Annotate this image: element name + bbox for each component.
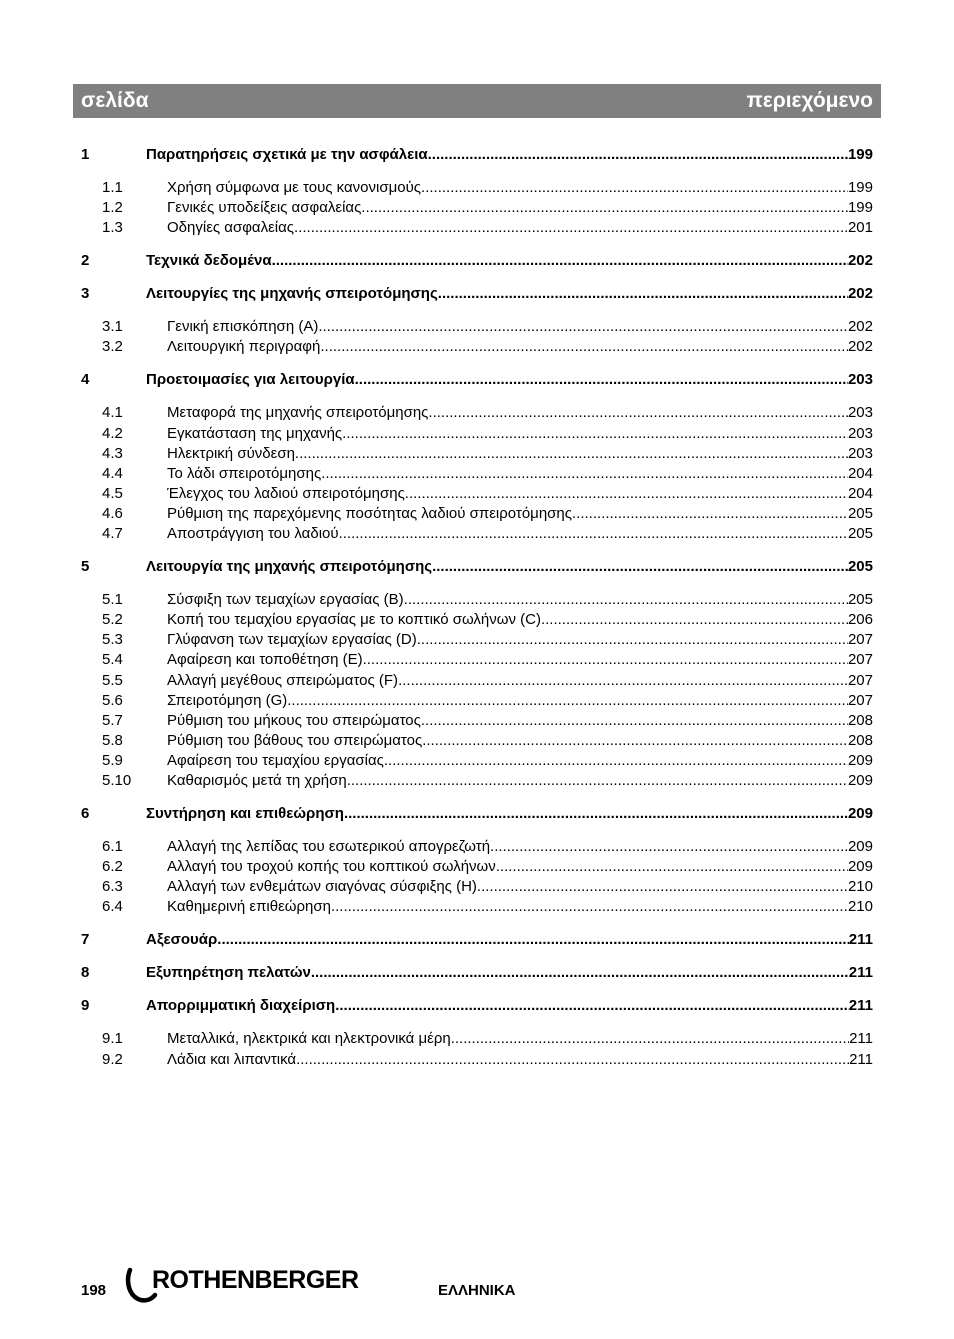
toc-entry-number: 4.4 [102, 464, 123, 482]
toc-entry-page: 211 [848, 931, 873, 949]
toc-entry-number: 9.1 [102, 1030, 123, 1048]
toc-entry-title: Ρύθμιση της παρεχόμενης ποσότητας λαδιού σπειροτόμησης [167, 504, 572, 522]
header-left-label: σελίδα [81, 89, 149, 112]
toc-entry-page: 203 [847, 444, 873, 462]
toc-entry-number: 5.5 [102, 671, 123, 689]
toc-entry-number: 4 [81, 371, 90, 389]
toc-section-row[interactable] [81, 630, 873, 650]
toc-dot-leader [417, 630, 848, 650]
toc-entry-title: Λειτουργική περιγραφή [167, 338, 321, 356]
toc-entry-page: 209 [847, 858, 873, 876]
toc-entry-number: 5.2 [102, 611, 123, 629]
toc-dot-leader [438, 284, 848, 304]
toc-section-row[interactable] [81, 218, 873, 238]
toc-section-row[interactable] [81, 837, 873, 857]
toc-dot-leader [541, 610, 848, 630]
toc-section-row[interactable] [81, 897, 873, 917]
toc-entry-page: 199 [847, 146, 873, 163]
toc-section-row[interactable] [81, 337, 873, 357]
toc-entry-title: Λειτουργία της μηχανής σπειροτόμησης [146, 558, 433, 576]
toc-section-row[interactable] [81, 178, 873, 198]
toc-entry-number: 5.4 [102, 651, 123, 669]
toc-entry-title: Καθαρισμός μετά τη χρήση [167, 771, 347, 789]
toc-section-row[interactable] [81, 751, 873, 771]
toc-entry-title: Οδηγίες ασφαλείας [167, 219, 295, 237]
toc-entry-title: Λάδια και λιπαντικά [167, 1050, 297, 1068]
toc-entry-number: 5.10 [102, 771, 132, 789]
table-of-contents [81, 145, 873, 1083]
toc-entry-title: Σπειροτόμηση (G) [167, 691, 288, 709]
toc-dot-leader [331, 897, 848, 917]
toc-entry-page: 207 [847, 631, 873, 649]
toc-section-row[interactable] [81, 857, 873, 877]
toc-entry-page: 205 [847, 525, 873, 543]
toc-chapter-row[interactable] [81, 284, 873, 304]
toc-dot-leader [295, 444, 848, 464]
toc-entry-number: 5 [81, 558, 90, 576]
toc-dot-leader [217, 930, 849, 950]
toc-entry-page: 211 [848, 997, 873, 1015]
toc-section-row[interactable] [81, 1050, 873, 1070]
toc-entry-number: 4.3 [102, 444, 123, 462]
toc-entry-number: 1.2 [102, 199, 123, 217]
toc-entry-number: 1.1 [102, 179, 123, 196]
toc-entry-title: Καθημερινή επιθεώρηση [167, 898, 331, 916]
toc-chapter-row[interactable] [81, 963, 873, 983]
toc-entry-page: 209 [847, 805, 873, 823]
toc-entry-title: Ρύθμιση του μήκους του σπειρώματος [167, 711, 421, 729]
toc-entry-title: Αποστράγγιση του λαδιού [167, 525, 339, 543]
toc-entry-number: 1.3 [102, 219, 123, 237]
toc-entry-page: 202 [847, 285, 873, 303]
toc-entry-title: Γλύφανση των τεμαχίων εργασίας (D) [167, 631, 417, 649]
toc-dot-leader [296, 1050, 849, 1070]
toc-chapter-row[interactable] [81, 370, 873, 390]
toc-entry-page: 210 [847, 898, 873, 916]
toc-entry-number: 7 [81, 931, 90, 949]
toc-dot-leader [477, 877, 848, 897]
toc-entry-number: 4.7 [102, 525, 123, 543]
toc-entry-page: 204 [847, 484, 873, 502]
brand-name: ROTHENBERGER [152, 1266, 359, 1294]
toc-entry-number: 4.1 [102, 404, 123, 422]
toc-section-row[interactable] [81, 610, 873, 630]
toc-entry-number: 5.1 [102, 591, 123, 609]
toc-entry-page: 204 [847, 464, 873, 482]
brand-logo [124, 1266, 360, 1306]
toc-dot-leader [342, 424, 848, 444]
toc-entry-number: 5.9 [102, 751, 123, 769]
toc-dot-leader [311, 963, 849, 983]
toc-dot-leader [451, 1029, 849, 1049]
toc-dot-leader [339, 524, 848, 544]
toc-entry-title: Χρήση σύμφωνα με τους κανονισμούς [167, 179, 422, 196]
toc-entry-page: 209 [847, 751, 873, 769]
toc-entry-page: 210 [847, 878, 873, 896]
toc-dot-leader [321, 464, 848, 484]
toc-entry-page: 202 [847, 338, 873, 356]
toc-entry-number: 5.6 [102, 691, 123, 709]
toc-dot-leader [432, 557, 848, 577]
toc-entry-title: Εγκατάσταση της μηχανής [167, 424, 343, 442]
toc-section-row[interactable] [81, 671, 873, 691]
toc-dot-leader [272, 251, 848, 271]
toc-entry-number: 6 [81, 805, 90, 823]
toc-chapter-row[interactable] [81, 996, 873, 1016]
toc-section-row[interactable] [81, 1029, 873, 1049]
toc-section-row[interactable] [81, 317, 873, 337]
toc-entry-page: 199 [847, 179, 873, 196]
toc-entry-title: Σύσφιξη των τεμαχίων εργασίας (B) [167, 591, 404, 609]
toc-section-row[interactable] [81, 444, 873, 464]
toc-entry-number: 2 [81, 252, 90, 270]
toc-entry-page: 205 [847, 591, 873, 609]
toc-section-row[interactable] [81, 650, 873, 670]
toc-dot-leader [421, 711, 848, 731]
toc-entry-title: Αλλαγή του τροχού κοπής του κοπτικού σωλήνων [167, 858, 496, 876]
toc-entry-title: Λειτουργίες της μηχανής σπειροτόμησης [146, 285, 438, 303]
toc-section-row[interactable] [81, 711, 873, 731]
toc-dot-leader [384, 751, 848, 771]
toc-entry-number: 6.2 [102, 858, 123, 876]
toc-entry-title: Εξυπηρέτηση πελατών [146, 964, 311, 982]
toc-entry-title: Συντήρηση και επιθεώρηση [146, 805, 344, 823]
header-right-label: περιεχόμενο [746, 89, 873, 112]
toc-entry-number: 6.3 [102, 878, 123, 896]
toc-entry-number: 9.2 [102, 1050, 123, 1068]
toc-entry-title: Απορριμματική διαχείριση [146, 997, 336, 1015]
toc-entry-title: Αξεσουάρ [146, 931, 218, 949]
toc-dot-leader [361, 198, 848, 218]
toc-chapter-row[interactable] [81, 804, 873, 824]
toc-entry-page: 208 [847, 731, 873, 749]
toc-entry-page: 208 [847, 711, 873, 729]
toc-dot-leader [421, 178, 848, 198]
page-number: 198 [81, 1282, 107, 1299]
toc-header-bar [73, 84, 881, 118]
toc-entry-page: 201 [847, 219, 873, 237]
toc-entry-page: 211 [848, 964, 873, 982]
toc-dot-leader [335, 996, 849, 1016]
toc-dot-leader [398, 671, 848, 691]
toc-chapter-row[interactable] [81, 145, 873, 165]
toc-section-row[interactable] [81, 464, 873, 484]
toc-entry-page: 209 [847, 771, 873, 789]
toc-entry-title: Κοπή του τεμαχίου εργασίας με το κοπτικό σωλήνων (C) [167, 611, 541, 629]
toc-entry-page: 202 [847, 252, 873, 270]
toc-entry-page: 205 [847, 558, 873, 576]
toc-entry-number: 8 [81, 964, 90, 982]
toc-entry-page: 209 [847, 838, 873, 856]
toc-entry-title: Τεχνικά δεδομένα [146, 252, 272, 270]
toc-entry-title: Έλεγχος του λαδιού σπειροτόμησης [167, 484, 405, 502]
toc-dot-leader [363, 650, 848, 670]
toc-entry-title: Γενική επισκόπηση (A) [167, 318, 319, 336]
toc-entry-title: Παρατηρήσεις σχετικά με την ασφάλεια [146, 146, 428, 163]
toc-entry-page: 205 [847, 504, 873, 522]
toc-entry-number: 4.2 [102, 424, 123, 442]
toc-entry-page: 203 [847, 424, 873, 442]
toc-entry-title: Μεταλλικά, ηλεκτρικά και ηλεκτρονικά μέρη [167, 1030, 451, 1048]
toc-dot-leader [428, 145, 848, 165]
toc-entry-page: 207 [847, 651, 873, 669]
toc-chapter-row[interactable] [81, 557, 873, 577]
toc-section-row[interactable] [81, 731, 873, 751]
toc-entry-number: 4.6 [102, 504, 123, 522]
toc-section-row[interactable] [81, 484, 873, 504]
toc-entry-title: Αλλαγή των ενθεμάτων σιαγόνας σύσφιξης (H) [167, 878, 477, 896]
toc-section-row[interactable] [81, 771, 873, 791]
toc-entry-title: Το λάδι σπειροτόμησης [167, 464, 322, 482]
toc-entry-page: 202 [847, 318, 873, 336]
toc-dot-leader [572, 504, 848, 524]
toc-dot-leader [347, 771, 848, 791]
toc-entry-number: 3 [81, 285, 90, 303]
toc-entry-title: Ρύθμιση του βάθους του σπειρώματος [167, 731, 423, 749]
toc-dot-leader [404, 590, 848, 610]
toc-section-row[interactable] [81, 424, 873, 444]
toc-entry-page: 207 [847, 691, 873, 709]
toc-entry-page: 211 [849, 1030, 873, 1048]
toc-section-row[interactable] [81, 877, 873, 897]
toc-dot-leader [344, 804, 848, 824]
toc-entry-number: 1 [81, 146, 90, 163]
toc-entry-number: 3.1 [102, 318, 123, 336]
toc-entry-title: Αλλαγή της λεπίδας του εσωτερικού απογρεζωτή [167, 838, 491, 856]
language-label: ΕΛΛΗΝΙΚΑ [438, 1282, 516, 1299]
page-footer [0, 1262, 954, 1312]
toc-section-row[interactable] [81, 590, 873, 610]
toc-entry-title: Αφαίρεση και τοποθέτηση (E) [167, 651, 363, 669]
toc-dot-leader [320, 337, 848, 357]
toc-entry-number: 6.1 [102, 838, 123, 856]
toc-entry-page: 203 [847, 404, 873, 422]
toc-dot-leader [294, 218, 848, 238]
toc-entry-title: Αφαίρεση του τεμαχίου εργασίας [167, 751, 384, 769]
toc-entry-title: Ηλεκτρική σύνδεση [167, 444, 295, 462]
toc-entry-page: 211 [849, 1050, 873, 1068]
toc-section-row[interactable] [81, 504, 873, 524]
toc-section-row[interactable] [81, 198, 873, 218]
toc-entry-page: 207 [847, 671, 873, 689]
toc-entry-title: Προετοιμασίες για λειτουργία [146, 371, 355, 389]
toc-dot-leader [318, 317, 848, 337]
toc-chapter-row[interactable] [81, 930, 873, 950]
toc-section-row[interactable] [81, 524, 873, 544]
toc-dot-leader [422, 731, 848, 751]
toc-dot-leader [287, 691, 848, 711]
toc-entry-title: Γενικές υποδείξεις ασφαλείας [167, 199, 362, 217]
toc-entry-number: 5.3 [102, 631, 123, 649]
toc-entry-number: 5.8 [102, 731, 123, 749]
toc-entry-title: Μεταφορά της μηχανής σπειροτόμησης [167, 404, 429, 422]
toc-dot-leader [405, 484, 848, 504]
toc-entry-title: Αλλαγή μεγέθους σπειρώματος (F) [167, 671, 399, 689]
toc-entry-number: 3.2 [102, 338, 123, 356]
toc-entry-number: 6.4 [102, 898, 123, 916]
toc-entry-number: 9 [81, 997, 90, 1015]
toc-section-row[interactable] [81, 403, 873, 423]
toc-dot-leader [496, 857, 848, 877]
toc-dot-leader [490, 837, 848, 857]
toc-entry-page: 206 [847, 611, 873, 629]
toc-entry-page: 199 [847, 199, 873, 217]
toc-entry-number: 4.5 [102, 484, 123, 502]
toc-chapter-row[interactable] [81, 251, 873, 271]
toc-dot-leader [428, 403, 848, 423]
toc-section-row[interactable] [81, 691, 873, 711]
toc-entry-page: 203 [847, 371, 873, 389]
toc-entry-number: 5.7 [102, 711, 123, 729]
toc-dot-leader [355, 370, 848, 390]
